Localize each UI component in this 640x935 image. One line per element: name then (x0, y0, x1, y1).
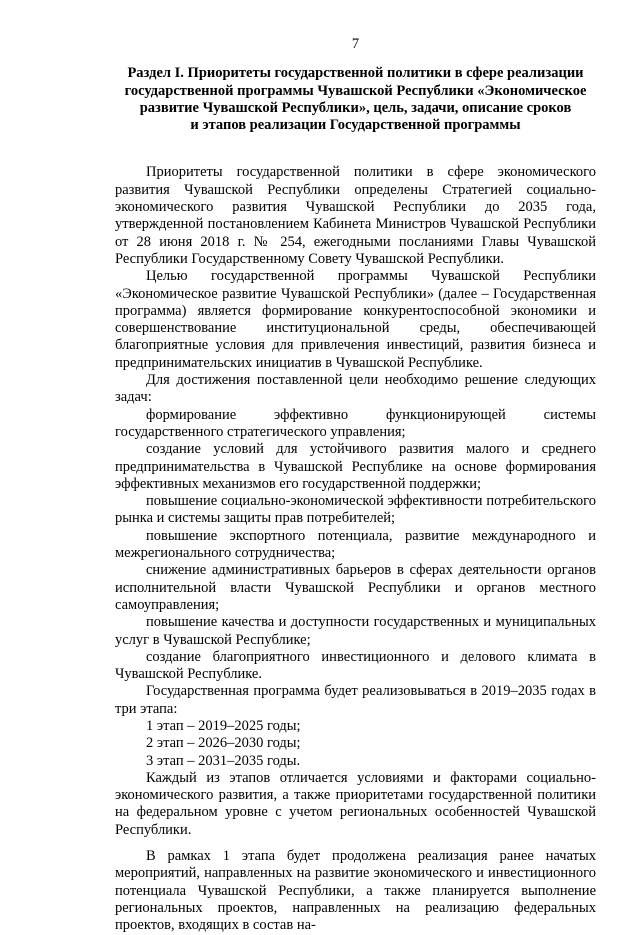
list-item: повышение социально-экономической эффективности потребительского рынка и системы защиты прав потребителей; (115, 493, 596, 527)
section-heading (115, 65, 596, 134)
list-item: повышение качества и доступности государственных и муниципальных услуг в Чувашской Республике; (115, 614, 596, 648)
paragraph: Для достижения поставленной цели необходимо решение следующих задач: (115, 372, 596, 406)
body-text (115, 164, 596, 934)
page-number: 7 (351, 36, 360, 52)
list-item: снижение административных барьеров в сферах деятельности органов исполнительной власти Чувашской Республики и органов местного самоуправления; (115, 562, 596, 613)
list-item: создание условий для устойчивого развития малого и среднего предпринимательства в Чувашской Республике на основе формирования эффективных механизмов его государственной поддержки; (115, 441, 596, 492)
heading-line: и этапов реализации Государственной программы (190, 117, 521, 134)
list-item: повышение экспортного потенциала, развитие международного и межрегионального сотрудничества; (115, 527, 596, 562)
list-item: формирование эффективно функционирующей системы государственного стратегического управления; (115, 406, 596, 440)
paragraph: Целью государственной программы Чувашской Республики «Экономическое развитие Чувашской Республики» (далее – Государственная программа) является формирование конкурентоспособной экономики и совершенствование институциональной среды, обеспечивающей благоприятные условия для привлечения инвестиций, развития бизнеса и предпринимательских инициатив в Чувашской Республике. (115, 268, 596, 371)
stage-item: 3 этап – 2031–2035 годы. (146, 752, 301, 769)
paragraph: Приоритеты государственной политики в сфере экономического развития Чувашской Республики определены Стратегией социально-экономического развития Чувашской Республики до 2035 года, утвержденной постановлением Кабинета Министров Чувашской Республики от 28 июня 2018 г. № 254, ежегодными посланиями Главы Чувашской Республики Государственному Совету Чувашской Республики. (115, 164, 596, 267)
paragraph: В рамках 1 этапа будет продолжена реализация ранее начатых мероприятий, направленных на развитие экономического и инвестиционного потенциала Чувашской Республики, а также планируется выполнение региональных проектов, направленных на реализацию федеральных проектов, входящих в состав на- (115, 848, 596, 934)
list-item: создание благоприятного инвестиционного и делового климата в Чувашской Республике. (115, 648, 596, 683)
heading-line: Раздел I. Приоритеты государственной политики в сфере реализации (127, 65, 584, 82)
heading-line: развитие Чувашской Республики», цель, задачи, описание сроков (139, 99, 572, 116)
stage-item: 2 этап – 2026–2030 годы; (146, 735, 301, 752)
paragraph: Государственная программа будет реализовываться в 2019–2035 годах в три этапа: (115, 683, 596, 717)
paragraph: Каждый из этапов отличается условиями и факторами социально-экономического развития, а также приоритетами государственной политики на федеральном уровне с учетом региональных особенностей Чувашской Республики. (115, 769, 596, 838)
stage-item: 1 этап – 2019–2025 годы; (146, 717, 301, 734)
heading-line: государственной программы Чувашской Республики «Экономическое (124, 82, 587, 99)
